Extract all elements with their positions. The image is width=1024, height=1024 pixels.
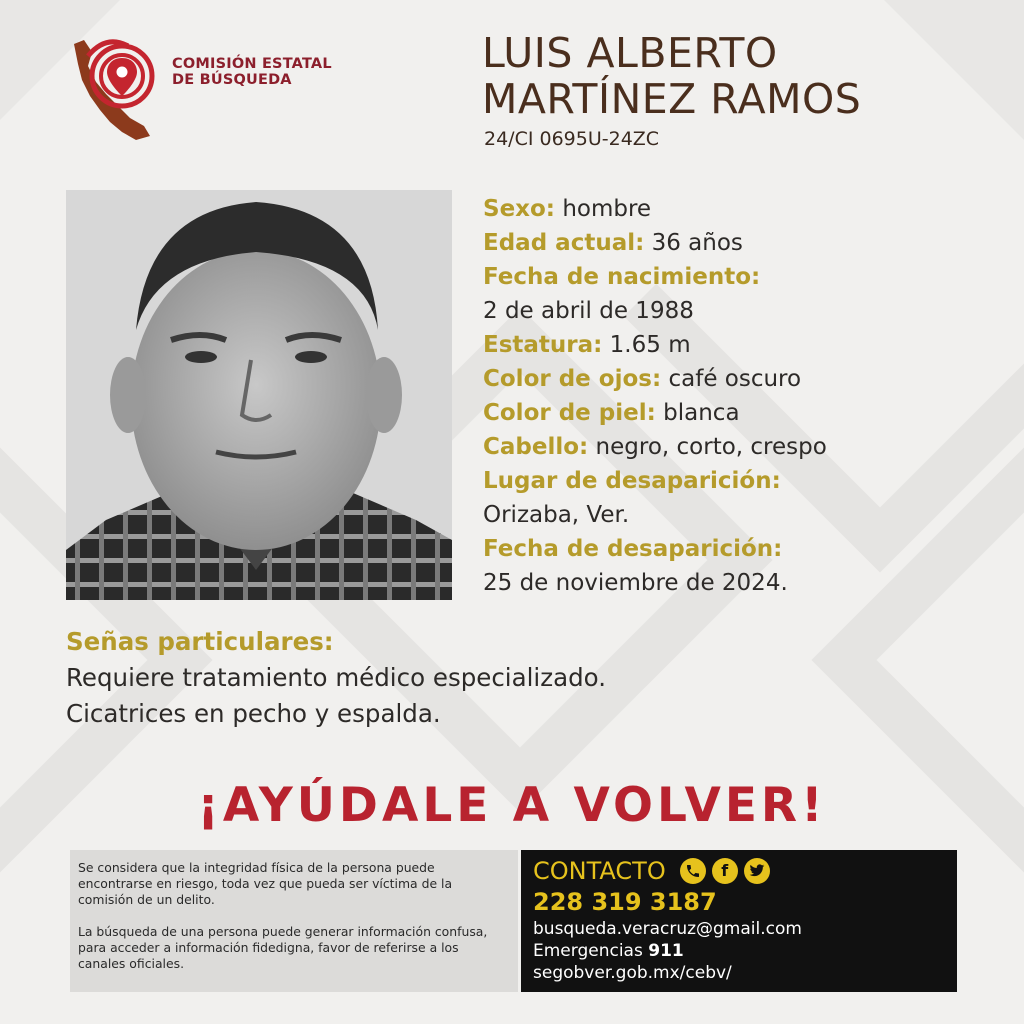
detail-label: Fecha de desaparición: bbox=[483, 536, 783, 562]
call-to-action: ¡AYÚDALE A VOLVER! bbox=[197, 778, 827, 833]
detail-lugar-value: Orizaba, Ver. bbox=[483, 502, 630, 528]
detail-sexo bbox=[483, 192, 1003, 226]
detail-cabello bbox=[483, 430, 1003, 464]
contact-title: CONTACTO bbox=[533, 857, 666, 885]
disclaimer-paragraph-2: La búsqueda de una persona puede generar información confusa, para acceder a información fidedigna, favor de referirse a los canales oficiales. bbox=[78, 924, 488, 971]
detail-lugar-label bbox=[483, 464, 1003, 498]
agency-name-line2: DE BÚSQUEDA bbox=[172, 72, 292, 88]
detail-estatura bbox=[483, 328, 1003, 362]
person-name bbox=[482, 30, 1002, 122]
detail-value: café oscuro bbox=[668, 366, 802, 392]
contact-header bbox=[533, 856, 957, 886]
twitter-icon[interactable] bbox=[744, 858, 770, 884]
person-photo bbox=[66, 190, 452, 600]
emergencias-number[interactable]: 911 bbox=[648, 941, 684, 961]
distinguishing-marks-line2: Cicatrices en pecho y espalda. bbox=[66, 699, 441, 728]
detail-label: Fecha de nacimiento: bbox=[483, 264, 761, 290]
agency-logo bbox=[66, 36, 356, 146]
agency-name bbox=[172, 56, 332, 88]
detail-value: negro, corto, crespo bbox=[595, 434, 827, 460]
person-name-line2: MARTÍNEZ RAMOS bbox=[482, 75, 862, 123]
contact-website[interactable]: segobver.gob.mx/cebv/ bbox=[533, 963, 732, 983]
detail-label: Sexo: bbox=[483, 196, 555, 222]
detail-label: Color de piel: bbox=[483, 400, 656, 426]
detail-fecha-label bbox=[483, 532, 1003, 566]
detail-value: 36 años bbox=[651, 230, 743, 256]
contact-phone[interactable]: 228 319 3187 bbox=[533, 888, 717, 916]
person-details bbox=[483, 192, 1003, 600]
detail-label: Lugar de desaparición: bbox=[483, 468, 781, 494]
contact-emergencias bbox=[533, 940, 957, 962]
detail-nacimiento-value: 2 de abril de 1988 bbox=[483, 298, 694, 324]
agency-name-line1: COMISIÓN ESTATAL bbox=[172, 56, 332, 72]
disclaimer-paragraph-1: Se considera que la integridad física de la persona puede encontrarse en riesgo, toda vez que pueda ser víctima de la comisión de un delito. bbox=[78, 860, 453, 907]
detail-fecha-value: 25 de noviembre de 2024. bbox=[483, 570, 788, 596]
disclaimer-box bbox=[70, 850, 518, 992]
facebook-icon[interactable]: f bbox=[712, 858, 738, 884]
distinguishing-marks-label: Señas particulares: bbox=[66, 627, 334, 656]
detail-label: Estatura: bbox=[483, 332, 603, 358]
social-icons bbox=[680, 858, 770, 884]
emergencias-label: Emergencias bbox=[533, 941, 643, 961]
person-name-line1: LUIS ALBERTO bbox=[482, 29, 778, 77]
contact-box bbox=[521, 850, 957, 992]
detail-value: 1.65 m bbox=[609, 332, 691, 358]
detail-label: Edad actual: bbox=[483, 230, 645, 256]
detail-value: hombre bbox=[562, 196, 652, 222]
detail-piel bbox=[483, 396, 1003, 430]
phone-icon[interactable] bbox=[680, 858, 706, 884]
distinguishing-marks bbox=[66, 624, 926, 732]
detail-nacimiento-label bbox=[483, 260, 1003, 294]
detail-label: Color de ojos: bbox=[483, 366, 662, 392]
detail-value: blanca bbox=[663, 400, 740, 426]
detail-edad bbox=[483, 226, 1003, 260]
case-number: 24/CI 0695U-24ZC bbox=[484, 128, 660, 150]
contact-email[interactable]: busqueda.veracruz@gmail.com bbox=[533, 919, 802, 939]
detail-label: Cabello: bbox=[483, 434, 589, 460]
veracruz-map-icon bbox=[66, 36, 166, 146]
detail-ojos bbox=[483, 362, 1003, 396]
distinguishing-marks-line1: Requiere tratamiento médico especializado. bbox=[66, 663, 607, 692]
